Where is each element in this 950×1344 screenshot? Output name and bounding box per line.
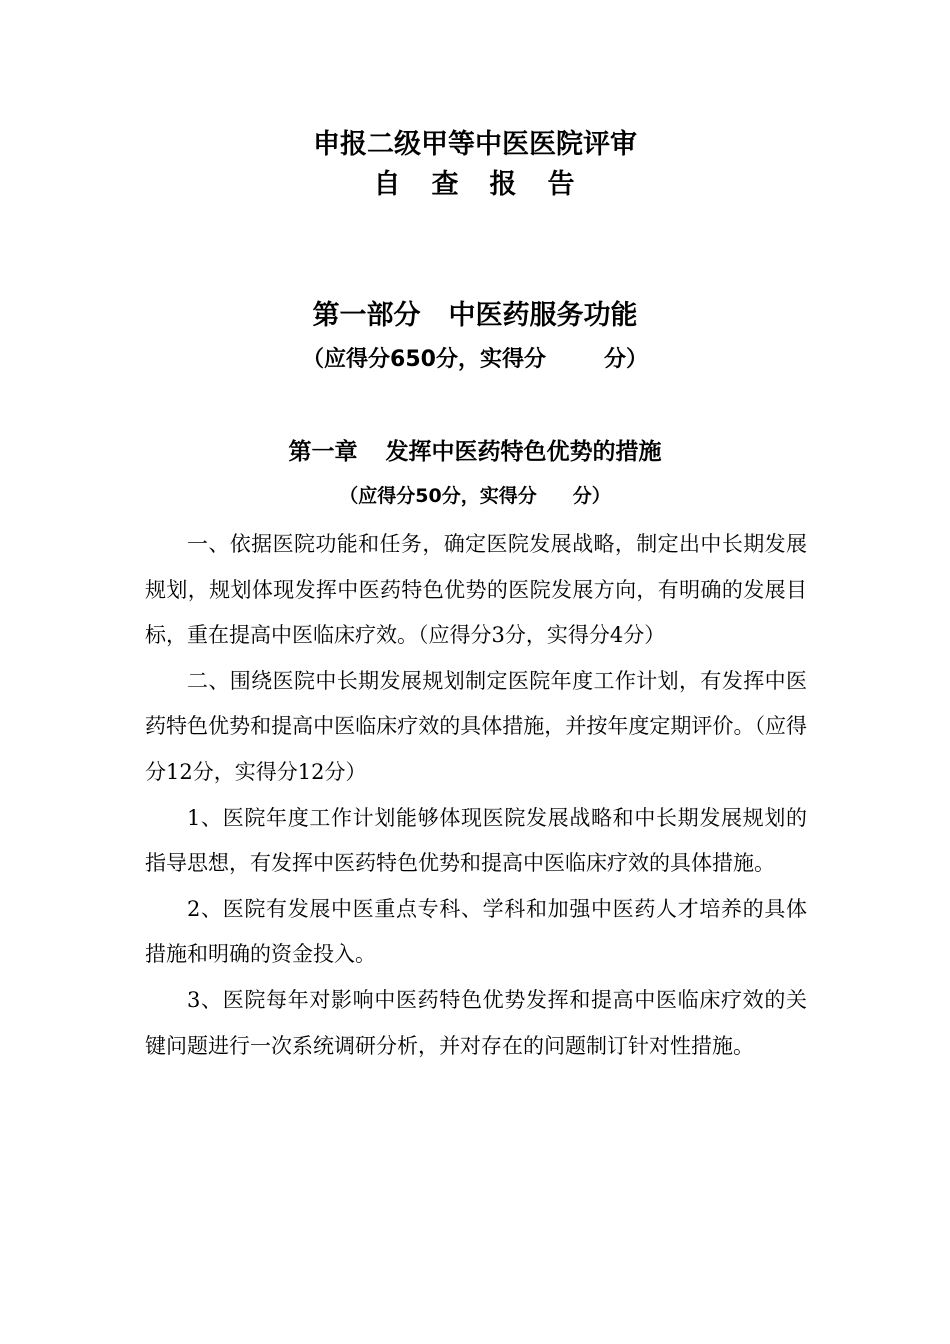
- part-score-after: 分）: [603, 347, 648, 372]
- document-subtitle: 自 查 报 告: [373, 169, 577, 200]
- paragraph-item-1: 一、依据医院功能和任务，确定医院发展战略，制定出中长期发展规划，规划体现发挥中医药特色优势的医院发展方向，有明确的发展目标，重在提高中医临床疗效。（应得分3分，实得分4分）: [145, 532, 807, 648]
- part-label: 第一部分: [312, 300, 421, 331]
- chapter-score: [0, 481, 950, 511]
- paragraph-subitem-1: 1、医院年度工作计划能够体现医院发展战略和中长期发展规划的指导思想，有发挥中医药特色优势和提高中医临床疗效的具体措施。: [145, 805, 807, 876]
- chapter-label: 第一章: [288, 439, 358, 465]
- chapter-score-before: （应得分50分，实得分: [339, 485, 537, 507]
- part-score: [0, 344, 950, 376]
- paragraph-subitem-2: 2、医院有发展中医重点专科、学科和加强中医药人才培养的具体措施和明确的资金投入。: [145, 896, 807, 967]
- part-heading: [0, 298, 950, 334]
- chapter-score-after: 分）: [572, 485, 611, 507]
- chapter-heading: [0, 436, 950, 468]
- part-score-before: （应得分650分，实得分: [302, 347, 546, 372]
- paragraph-subitem-3: 3、医院每年对影响中医药特色优势发挥和提高中医临床疗效的关键问题进行一次系统调研分析，并对存在的问题制订针对性措施。: [145, 987, 807, 1058]
- document-title: 申报二级甲等中医医院评审: [313, 129, 637, 160]
- chapter-name: 发挥中医药特色优势的措施: [385, 439, 662, 465]
- paragraph-item-2: 二、围绕医院中长期发展规划制定医院年度工作计划，有发挥中医药特色优势和提高中医临床疗效的具体措施，并按年度定期评价。（应得分12分，实得分12分）: [145, 668, 807, 784]
- part-name: 中医药服务功能: [448, 300, 638, 331]
- body-text: [145, 522, 807, 1069]
